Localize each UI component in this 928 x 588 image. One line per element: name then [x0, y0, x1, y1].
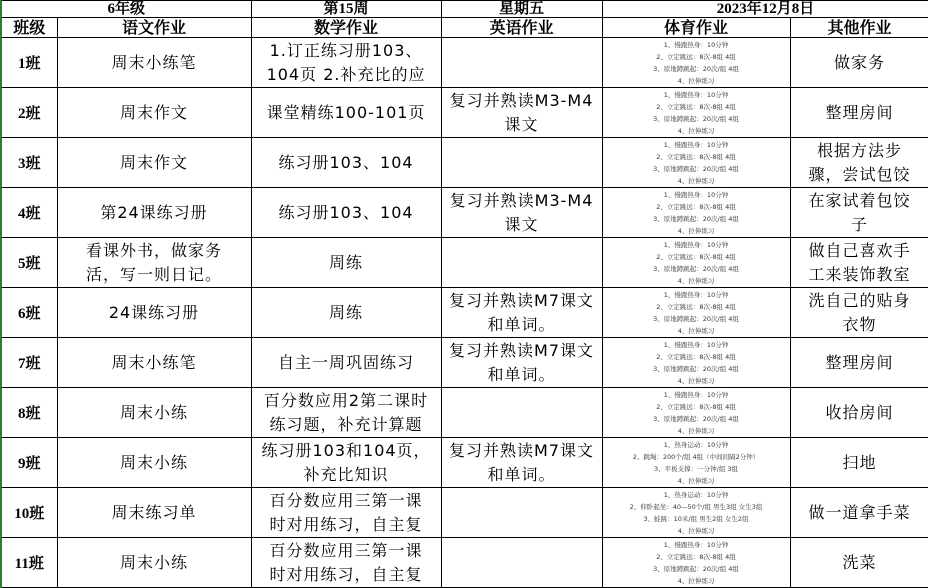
pe-exercise-line: 1、慢跑热身：10分钟: [663, 540, 729, 549]
cell-text-line: 周练: [329, 302, 364, 322]
pe-exercise-line: 4、拉伸练习: [677, 176, 715, 185]
cell-text-line: 骤，尝试包饺: [808, 164, 911, 184]
cell-text-line: 百分数应用2第二课时: [263, 390, 429, 410]
cell-text-line: 课文: [504, 214, 539, 234]
class-name-cell: 8班: [1, 388, 57, 438]
pe-exercise-line: 2、立定跳远：8次-8组 4组: [656, 252, 736, 261]
math-homework-cell: [251, 488, 441, 538]
cell-text-line: 时对用练习，自主复: [269, 514, 423, 534]
other-homework-cell: [790, 388, 928, 438]
chinese-homework-cell: [57, 238, 251, 288]
pe-exercise-line: 3、原地蹲跳起：20次/组 4组: [653, 214, 739, 223]
pe-exercise-line: 1、慢跑热身：10分钟: [663, 390, 729, 399]
cell-text-line: 周末作文: [120, 152, 189, 172]
class-name-cell: 10班: [1, 488, 57, 538]
chinese-homework-cell: [57, 538, 251, 588]
pe-homework-cell: [602, 38, 790, 88]
other-homework-cell: [790, 488, 928, 538]
pe-exercise-line: 3、原地蹲跳起：20次/组 4组: [653, 64, 739, 73]
cell-text-line: 和单词。: [487, 314, 556, 334]
pe-exercise-line: 4、拉伸练习: [677, 526, 715, 535]
table-row: [1, 238, 928, 288]
other-homework-cell: [790, 538, 928, 588]
table-row: [1, 338, 928, 388]
english-homework-cell: [441, 238, 602, 288]
chinese-homework-cell: [57, 38, 251, 88]
table-row: [1, 488, 928, 538]
cell-text-line: 练习题，补充计算题: [269, 414, 423, 434]
column-header-row: [1, 18, 928, 38]
chinese-homework-cell: [57, 388, 251, 438]
math-homework-cell: [251, 438, 441, 488]
pe-homework-cell: [602, 188, 790, 238]
cell-text-line: 104页 2.补充比的应: [266, 64, 426, 84]
cell-text-line: 24课练习册: [108, 302, 200, 322]
pe-homework-cell: [602, 488, 790, 538]
english-homework-cell: [441, 438, 602, 488]
class-name-cell: 5班: [1, 238, 57, 288]
cell-text-line: 根据方法步: [817, 140, 903, 160]
pe-exercise-line: 4、拉伸练习: [677, 126, 715, 135]
other-homework-cell: [790, 188, 928, 238]
english-homework-cell: [441, 138, 602, 188]
pe-exercise-line: 1、热身运动：10分钟: [663, 490, 729, 499]
math-homework-cell: [251, 288, 441, 338]
date-cell: 2023年12月8日: [602, 1, 928, 18]
math-homework-cell: [251, 88, 441, 138]
weekday-cell: 星期五: [441, 1, 602, 18]
pe-homework-cell: [602, 238, 790, 288]
class-name-cell: 11班: [1, 538, 57, 588]
pe-exercise-line: 2、立定跳远：8次-8组 4组: [656, 52, 736, 61]
pe-exercise-line: 3、原地蹲跳起：20次/组 4组: [653, 564, 739, 573]
pe-exercise-line: 4、拉伸练习: [677, 226, 715, 235]
cell-text-line: 复习并熟读M7课文: [449, 340, 595, 360]
pe-exercise-line: 1、热身运动：10分钟: [663, 440, 729, 449]
column-header-math: 数学作业: [251, 18, 441, 38]
table-row: [1, 288, 928, 338]
math-homework-cell: [251, 238, 441, 288]
cell-text-line: 周末作文: [120, 102, 189, 122]
cell-text-line: 复习并熟读M3-M4: [449, 190, 594, 210]
cell-text-line: 复习并熟读M7课文: [449, 290, 595, 310]
pe-exercise-line: 2、立定跳远：8次-8组 4组: [656, 352, 736, 361]
pe-homework-cell: [602, 438, 790, 488]
english-homework-cell: [441, 38, 602, 88]
cell-text-line: 做家务: [834, 52, 886, 72]
other-homework-cell: [790, 38, 928, 88]
pe-exercise-line: 1、慢跑热身：10分钟: [663, 240, 729, 249]
chinese-homework-cell: [57, 438, 251, 488]
chinese-homework-cell: [57, 488, 251, 538]
chinese-homework-cell: [57, 288, 251, 338]
table-row: [1, 538, 928, 588]
cell-text-line: 周末小练笔: [111, 52, 197, 72]
other-homework-cell: [790, 438, 928, 488]
cell-text-line: 和单词。: [487, 364, 556, 384]
cell-text-line: 周末小练: [120, 402, 189, 422]
pe-exercise-line: 2、仰卧起坐：40—50个/组 男生3组 女生3组: [629, 502, 763, 511]
english-homework-cell: [441, 488, 602, 538]
table-row: [1, 138, 928, 188]
pe-exercise-line: 1、慢跑热身：10分钟: [663, 190, 729, 199]
cell-text-line: 周末小练: [120, 552, 189, 572]
other-homework-cell: [790, 288, 928, 338]
pe-exercise-line: 1、慢跑热身：10分钟: [663, 340, 729, 349]
math-homework-cell: [251, 188, 441, 238]
class-name-cell: 4班: [1, 188, 57, 238]
column-header-pe: 体育作业: [602, 18, 790, 38]
pe-exercise-line: 2、立定跳远：8次-8组 4组: [656, 402, 736, 411]
pe-exercise-line: 1、慢跑热身：10分钟: [663, 290, 729, 299]
cell-text-line: 在家试着包饺: [808, 190, 911, 210]
table-row: [1, 38, 928, 88]
math-homework-cell: [251, 538, 441, 588]
chinese-homework-cell: [57, 338, 251, 388]
cell-text-line: 1.订正练习册103、: [269, 40, 423, 60]
other-homework-cell: [790, 138, 928, 188]
english-homework-cell: [441, 538, 602, 588]
table-row: [1, 188, 928, 238]
cell-text-line: 工来装饰教室: [808, 264, 911, 284]
cell-text-line: 复习并熟读M3-M4: [449, 90, 594, 110]
pe-exercise-line: 3、原地蹲跳起：20次/组 4组: [653, 314, 739, 323]
pe-exercise-line: 1、慢跑热身：10分钟: [663, 140, 729, 149]
pe-exercise-line: 3、原地蹲跳起：20次/组 4组: [653, 114, 739, 123]
other-homework-cell: [790, 338, 928, 388]
cell-text-line: 和单词。: [487, 464, 556, 484]
cell-text-line: 做自己喜欢手: [808, 240, 911, 260]
pe-exercise-line: 4、拉伸练习: [677, 576, 715, 585]
cell-text-line: 时对用练习，自主复: [269, 564, 423, 584]
table-row: [1, 88, 928, 138]
title-row: [1, 1, 928, 18]
pe-exercise-line: 4、拉伸练习: [677, 426, 715, 435]
cell-text-line: 周末练习单: [111, 502, 197, 522]
pe-exercise-line: 3、原地蹲跳起：20次/组 4组: [653, 414, 739, 423]
pe-homework-cell: [602, 338, 790, 388]
chinese-homework-cell: [57, 88, 251, 138]
cell-text-line: 复习并熟读M7课文: [449, 440, 595, 460]
math-homework-cell: [251, 38, 441, 88]
cell-text-line: 活，写一则日记。: [86, 264, 223, 284]
cell-text-line: 整理房间: [825, 352, 894, 372]
cell-text-line: 补充比知识: [303, 464, 389, 484]
class-name-cell: 9班: [1, 438, 57, 488]
pe-exercise-line: 2、立定跳远：8次-8组 4组: [656, 202, 736, 211]
pe-exercise-line: 3、原地蹲跳起：20次/组 4组: [653, 264, 739, 273]
pe-homework-cell: [602, 138, 790, 188]
pe-exercise-line: 1、慢跑热身：10分钟: [663, 40, 729, 49]
cell-text-line: 衣物: [842, 314, 877, 334]
cell-text-line: 做一道拿手菜: [808, 502, 911, 522]
cell-text-line: 子: [851, 214, 869, 234]
pe-homework-cell: [602, 388, 790, 438]
english-homework-cell: [441, 88, 602, 138]
cell-text-line: 练习册103、104: [278, 202, 414, 222]
grade-cell: 6年级: [1, 1, 251, 18]
cell-text-line: 练习册103、104: [278, 152, 414, 172]
cell-text-line: 洗自己的贴身: [808, 290, 911, 310]
pe-exercise-line: 3、原地蹲跳起：20次/组 4组: [653, 364, 739, 373]
cell-text-line: 洗菜: [842, 552, 877, 572]
cell-text-line: 收拾房间: [825, 402, 894, 422]
pe-exercise-line: 2、立定跳远：8次-8组 4组: [656, 152, 736, 161]
column-header-chinese: 语文作业: [57, 18, 251, 38]
other-homework-cell: [790, 238, 928, 288]
cell-text-line: 周练: [329, 252, 364, 272]
cell-text-line: 课文: [504, 114, 539, 134]
chinese-homework-cell: [57, 188, 251, 238]
pe-exercise-line: 2、立定跳远：8次-8组 4组: [656, 552, 736, 561]
english-homework-cell: [441, 338, 602, 388]
pe-exercise-line: 3、原地蹲跳起：20次/组 4组: [653, 164, 739, 173]
pe-exercise-line: 2、跳绳：200个/组 4组（中间间隔2分钟）: [632, 452, 760, 461]
other-homework-cell: [790, 88, 928, 138]
class-name-cell: 1班: [1, 38, 57, 88]
pe-exercise-line: 4、拉伸练习: [677, 276, 715, 285]
pe-homework-cell: [602, 88, 790, 138]
column-header-class: 班级: [1, 18, 57, 38]
column-header-english: 英语作业: [441, 18, 602, 38]
pe-exercise-line: 2、立定跳远：8次-8组 4组: [656, 102, 736, 111]
class-name-cell: 7班: [1, 338, 57, 388]
cell-text-line: 扫地: [842, 452, 877, 472]
pe-exercise-line: 1、慢跑热身：10分钟: [663, 90, 729, 99]
math-homework-cell: [251, 388, 441, 438]
table-row: [1, 388, 928, 438]
cell-text-line: 自主一周巩固练习: [278, 352, 415, 372]
cell-text-line: 百分数应用三第一课: [269, 540, 423, 560]
cell-text-line: 第24课练习册: [100, 202, 208, 222]
class-name-cell: 3班: [1, 138, 57, 188]
english-homework-cell: [441, 388, 602, 438]
class-name-cell: 2班: [1, 88, 57, 138]
week-cell: 第15周: [251, 1, 441, 18]
class-name-cell: 6班: [1, 288, 57, 338]
cell-text-line: 百分数应用三第一课: [269, 490, 423, 510]
pe-exercise-line: 4、拉伸练习: [677, 376, 715, 385]
table-row: [1, 438, 928, 488]
cell-text-line: 整理房间: [825, 102, 894, 122]
pe-homework-cell: [602, 288, 790, 338]
cell-text-line: 周末小练笔: [111, 352, 197, 372]
pe-exercise-line: 2、立定跳远：8次-8组 4组: [656, 302, 736, 311]
cell-text-line: 课堂精练100-101页: [266, 102, 426, 122]
math-homework-cell: [251, 338, 441, 388]
english-homework-cell: [441, 288, 602, 338]
pe-homework-cell: [602, 538, 790, 588]
pe-exercise-line: 3、蛙跳：10米/组 男生2组 女生2组: [643, 514, 749, 523]
pe-exercise-line: 3、平板支撑：一分钟/组 3组: [654, 464, 739, 473]
cell-text-line: 看课外书，做家务: [86, 240, 223, 260]
math-homework-cell: [251, 138, 441, 188]
column-header-other: 其他作业: [790, 18, 928, 38]
pe-exercise-line: 4、拉伸练习: [677, 326, 715, 335]
english-homework-cell: [441, 188, 602, 238]
chinese-homework-cell: [57, 138, 251, 188]
pe-exercise-line: 4、拉伸练习: [677, 76, 715, 85]
cell-text-line: 周末小练: [120, 452, 189, 472]
pe-exercise-line: 4、拉伸练习: [677, 476, 715, 485]
cell-text-line: 练习册103和104页，: [261, 440, 431, 460]
